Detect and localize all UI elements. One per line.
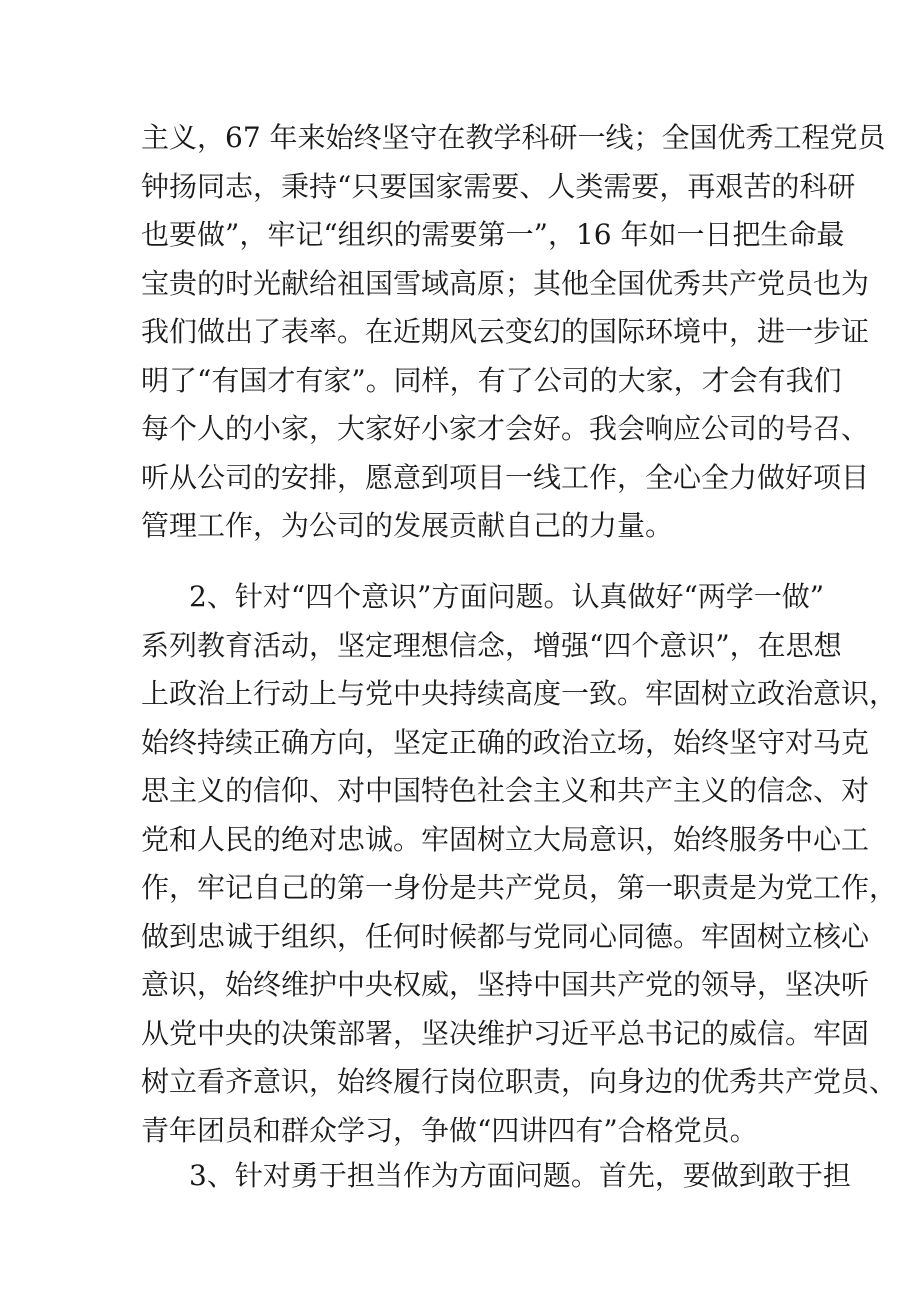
- text-line: 作，牢记自己的第一身份是共产党员，第一职责是为党工作，: [141, 871, 898, 904]
- text-line: 明了“有国才有家”。同样，有了公司的大家，才会有我们: [141, 363, 842, 397]
- text-line: 意识，始终维护中央权威，坚持中国共产党的领导，坚决听: [141, 968, 870, 1001]
- text-line: 每个人的小家，大家好小家才会好。我会响应公司的号召、: [141, 412, 870, 445]
- text-line: 始终持续正确方向，坚定正确的政治立场，始终坚守对马克: [141, 725, 870, 759]
- text-line: 也要做”，牢记“组织的需要第一”，16 年如一日把生命最: [141, 218, 845, 251]
- text-line: 我们做出了表率。在近期风云变幻的国际环境中，进一步证: [141, 315, 870, 348]
- text-line: 系列教育活动，坚定理想信念，增强“四个意识”，在思想: [141, 628, 842, 662]
- text-line: 青年团员和群众学习，争做“四讲四有”合格党员。: [141, 1113, 758, 1147]
- text-line: 做到忠诚于组织，任何时候都与党同心同德。牢固树立核心: [141, 919, 870, 953]
- paragraph-2: [141, 573, 898, 1155]
- paragraph-3: [141, 1152, 851, 1201]
- text-line: 树立看齐意识，始终履行岗位职责，向身边的优秀共产党员、: [141, 1065, 898, 1098]
- text-line: 听从公司的安排，愿意到项目一线工作，全心全力做好项目: [141, 460, 870, 494]
- text-line: 钟扬同志，秉持“只要国家需要、人类需要，再艰苦的科研: [141, 169, 856, 203]
- text-line: 上政治上行动上与党中央持续高度一致。牢固树立政治意识，: [141, 677, 898, 710]
- paragraph-1: [141, 114, 886, 551]
- text-line: 从党中央的决策部署，坚决维护习近平总书记的威信。牢固: [141, 1016, 870, 1050]
- text-line: 宝贵的时光献给祖国雪域高原；其他全国优秀共产党员也为: [141, 266, 870, 300]
- text-line: 2、针对“四个意识”方面问题。认真做好“两学一做”: [189, 580, 825, 613]
- text-line: 管理工作，为公司的发展贡献自己的力量。: [141, 509, 674, 542]
- text-line: 主义，67 年来始终坚守在教学科研一线；全国优秀工程党员: [141, 121, 886, 154]
- text-line: 3、针对勇于担当作为方面问题。首先，要做到敢于担: [189, 1159, 851, 1192]
- text-line: 思主义的信仰、对中国特色社会主义和共产主义的信念、对: [141, 774, 870, 807]
- text-line: 党和人民的绝对忠诚。牢固树立大局意识，始终服务中心工: [141, 822, 870, 856]
